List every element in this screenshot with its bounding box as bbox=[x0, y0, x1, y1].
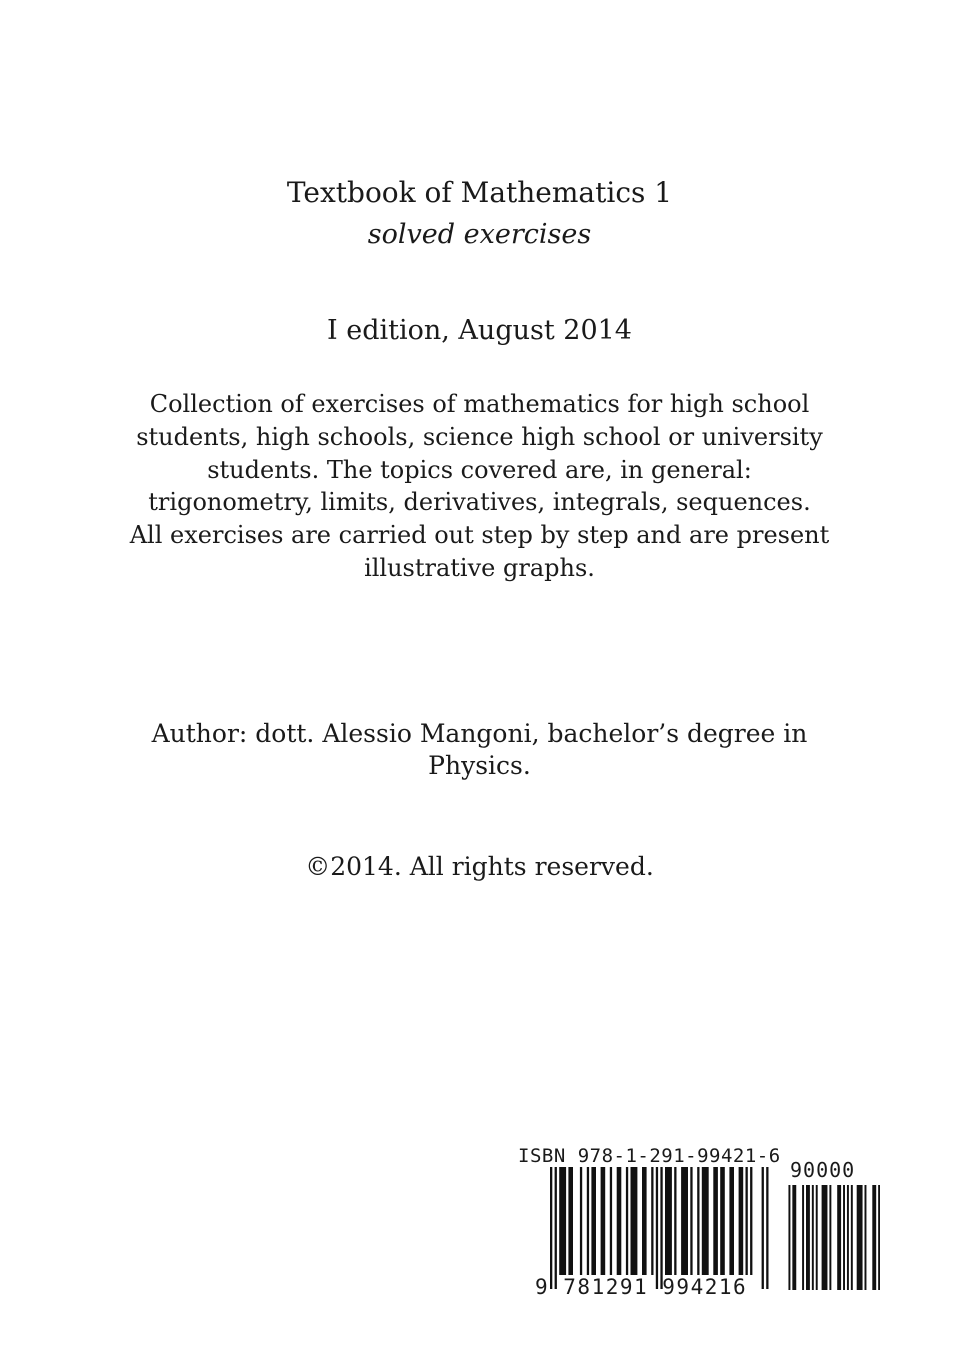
barcode-addon-bar bbox=[843, 1185, 845, 1290]
barcode-bar bbox=[610, 1167, 612, 1275]
barcode-bar bbox=[651, 1167, 653, 1275]
barcode-addon-bar bbox=[857, 1185, 863, 1290]
barcode-addon-bar bbox=[792, 1185, 796, 1290]
barcode-guard-bar bbox=[550, 1167, 552, 1289]
barcode-bar bbox=[587, 1167, 589, 1275]
book-description bbox=[110, 388, 849, 585]
barcode-addon-bar bbox=[816, 1185, 818, 1290]
barcode-addon-bar bbox=[878, 1185, 880, 1290]
isbn-barcode bbox=[515, 1145, 880, 1305]
barcode-bar bbox=[559, 1167, 566, 1275]
isbn-label: ISBN 978-1-291-99421-6 bbox=[518, 1145, 781, 1167]
barcode-bar bbox=[591, 1167, 596, 1275]
barcode-guard-bar bbox=[555, 1167, 557, 1289]
barcode-bar bbox=[601, 1167, 606, 1275]
barcode-bar bbox=[681, 1167, 688, 1275]
barcode-bar bbox=[720, 1167, 725, 1275]
description-line: All exercises are carried out step by step and are present bbox=[129, 521, 830, 550]
barcode-guard-bar bbox=[766, 1167, 768, 1289]
barcode-bar bbox=[631, 1167, 638, 1275]
barcode-addon-bar bbox=[865, 1185, 867, 1290]
barcode-bar bbox=[690, 1167, 692, 1275]
barcode-bar bbox=[729, 1167, 734, 1275]
description-line: students, high schools, science high school or university bbox=[136, 422, 823, 451]
author-line: Physics. bbox=[428, 751, 531, 780]
barcode-guard-bar bbox=[660, 1167, 662, 1289]
barcode-addon-bar bbox=[806, 1185, 810, 1290]
barcode-bar bbox=[642, 1167, 647, 1275]
barcode-addon-bar bbox=[872, 1185, 876, 1290]
barcode-bar bbox=[617, 1167, 622, 1275]
barcode-bar bbox=[568, 1167, 573, 1275]
barcode-guard-bar bbox=[762, 1167, 764, 1289]
barcode-addon-bar bbox=[802, 1185, 804, 1290]
barcode-addon-bar bbox=[847, 1185, 849, 1290]
barcode-guard-bar bbox=[656, 1167, 658, 1289]
description-line: students. The topics covered are, in general: bbox=[207, 455, 752, 484]
barcode-addon-bar bbox=[822, 1185, 828, 1290]
barcode-ean-number: 9 781291 994216 bbox=[535, 1275, 748, 1299]
barcode-bar bbox=[674, 1167, 676, 1275]
edition-info: I edition, August 2014 bbox=[326, 315, 632, 346]
barcode-bar bbox=[697, 1167, 699, 1275]
book-title: Textbook of Mathematics 1 bbox=[286, 176, 673, 209]
author-info bbox=[110, 718, 849, 782]
barcode-bar bbox=[746, 1167, 748, 1275]
barcode-addon-number: 90000 bbox=[790, 1158, 856, 1182]
barcode-addon-bar bbox=[812, 1185, 814, 1290]
barcode-bar bbox=[626, 1167, 628, 1275]
barcode-bar bbox=[665, 1167, 672, 1275]
barcode-bar bbox=[702, 1167, 709, 1275]
barcode-addon-bar bbox=[829, 1185, 831, 1290]
barcode-addon-bar bbox=[851, 1185, 853, 1290]
barcode-bar bbox=[580, 1167, 582, 1275]
barcode-bar bbox=[713, 1167, 718, 1275]
barcode-addon-bar bbox=[788, 1185, 790, 1290]
barcode-bar bbox=[739, 1167, 744, 1275]
author-line: Author: dott. Alessio Mangoni, bachelor’s degree in bbox=[151, 719, 808, 748]
description-line: trigonometry, limits, derivatives, integrals, sequences. bbox=[148, 488, 811, 517]
description-line: Collection of exercises of mathematics for high school bbox=[149, 390, 810, 418]
barcode-bar bbox=[750, 1167, 752, 1275]
barcode-addon-bar bbox=[837, 1185, 841, 1290]
book-subtitle: solved exercises bbox=[367, 219, 592, 250]
description-line: illustrative graphs. bbox=[364, 553, 595, 582]
copyright-notice: ©2014. All rights reserved. bbox=[305, 852, 654, 881]
